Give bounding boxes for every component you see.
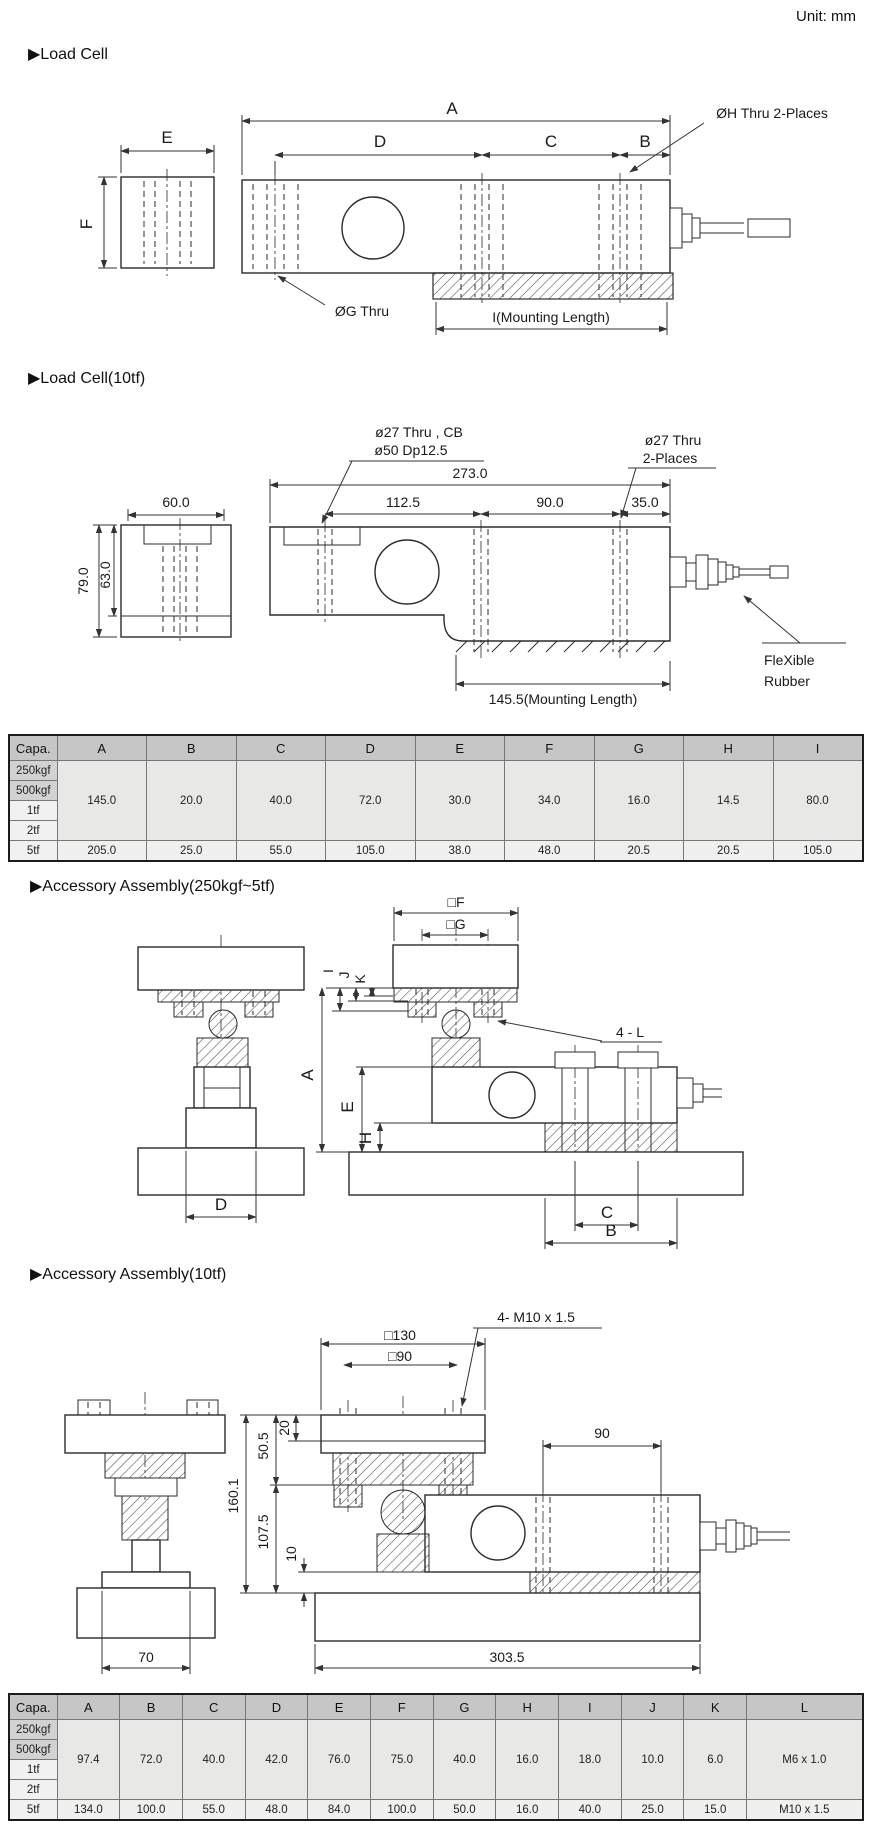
value-cell: 42.0 (245, 1720, 308, 1800)
value-cell: M6 x 1.0 (747, 1720, 863, 1800)
dim-112-label: 112.5 (386, 494, 420, 510)
dim-160-label: 160.1 (225, 1478, 241, 1514)
value-cell: 25.0 (621, 1800, 684, 1821)
dim-d-label-3: D (214, 1195, 228, 1214)
dim-j-label: J (336, 971, 352, 979)
dim-10-label: 10 (283, 1546, 299, 1562)
value-cell: 76.0 (308, 1720, 371, 1800)
assembly-10tf-end-view (65, 1392, 225, 1638)
dim-h-label-3: H (356, 1131, 375, 1145)
dim-303-label: 303.5 (489, 1649, 525, 1665)
column-header: E (308, 1694, 371, 1720)
value-cell: 97.4 (57, 1720, 120, 1800)
column-header: B (120, 1694, 183, 1720)
column-header: Capa. (9, 1694, 57, 1720)
section-title-accessory-10tf: ▶Accessory Assembly(10tf) (30, 1266, 227, 1283)
value-cell: 40.0 (236, 761, 326, 841)
column-header: F (370, 1694, 433, 1720)
value-cell: 40.0 (433, 1720, 496, 1800)
section-title-load-cell-10tf: ▶Load Cell(10tf) (28, 370, 146, 387)
sq130-label: □130 (384, 1327, 416, 1343)
value-cell: 205.0 (57, 841, 147, 862)
dim-50-label: 50.5 (255, 1432, 271, 1460)
value-cell: 48.0 (245, 1800, 308, 1821)
accessory-assembly-250-drawing (0, 895, 870, 1261)
column-header: H (496, 1694, 559, 1720)
mounting-145-label: 145.5(Mounting Length) (488, 691, 638, 707)
column-header: G (594, 735, 684, 761)
bolt-callout-4L: 4 - L (615, 1024, 645, 1040)
section-title-accessory-250: ▶Accessory Assembly(250kgf~5tf) (30, 878, 275, 895)
value-cell: 16.0 (496, 1800, 559, 1821)
end-view-10tf (121, 518, 231, 644)
width-60-label: 60.0 (162, 494, 190, 510)
column-header: C (182, 1694, 245, 1720)
value-cell: M10 x 1.5 (747, 1800, 863, 1821)
value-cell: 16.0 (594, 761, 684, 841)
table-row (9, 841, 863, 862)
sq-f-label: □F (447, 895, 465, 910)
column-header: H (684, 735, 774, 761)
bolt-callout-m10: 4- M10 x 1.5 (497, 1309, 575, 1325)
column-header: A (57, 1694, 120, 1720)
value-cell: 40.0 (559, 1800, 622, 1821)
value-cell: 6.0 (684, 1720, 747, 1800)
column-header: A (57, 735, 147, 761)
table-row (9, 1800, 863, 1821)
assembly-side-view (349, 923, 743, 1195)
dim-a-label-3: A (298, 1069, 317, 1081)
value-cell: 80.0 (773, 761, 863, 841)
dim-a-label: A (446, 99, 458, 118)
value-cell: 15.0 (684, 1800, 747, 1821)
column-header: L (747, 1694, 863, 1720)
value-cell: 55.0 (236, 841, 326, 862)
dim-d-label: D (373, 132, 387, 151)
side-view-10tf (270, 520, 788, 658)
dim-b-label-3: B (605, 1221, 617, 1240)
right-hole-line1: ø27 Thru (644, 432, 702, 448)
column-header: D (326, 735, 416, 761)
value-cell: 40.0 (182, 1720, 245, 1800)
sq90-label: □90 (387, 1348, 413, 1364)
dim-c-label-3: C (600, 1203, 614, 1222)
value-cell: 50.0 (433, 1800, 496, 1821)
row-label: 5tf (9, 841, 57, 862)
column-header: I (773, 735, 863, 761)
value-cell: 30.0 (415, 761, 505, 841)
column-header: F (505, 735, 595, 761)
row-label: 2tf (9, 821, 57, 841)
mounting-label-1: I(Mounting Length) (492, 309, 610, 325)
table-row (9, 761, 863, 781)
value-cell: 34.0 (505, 761, 595, 841)
value-cell: 134.0 (57, 1800, 120, 1821)
cable-connector (670, 208, 790, 248)
dim-c-label: C (544, 132, 558, 151)
value-cell: 25.0 (147, 841, 237, 862)
value-cell: 75.0 (370, 1720, 433, 1800)
dim-k-label: K (352, 974, 368, 984)
flexible-label-line2: Rubber (764, 673, 810, 689)
table-row (9, 1720, 863, 1740)
accessory-dimension-table (8, 1693, 864, 1821)
value-cell: 100.0 (120, 1800, 183, 1821)
mounting-hatch-ticks (456, 641, 665, 652)
section-title-load-cell: ▶Load Cell (28, 46, 108, 63)
end-view (121, 169, 214, 276)
value-cell: 20.5 (594, 841, 684, 862)
right-hole-line2: 2-Places (642, 450, 698, 466)
value-cell: 84.0 (308, 1800, 371, 1821)
value-cell: 145.0 (57, 761, 147, 841)
column-header: E (415, 735, 505, 761)
height-79-label: 79.0 (75, 567, 91, 595)
assembly-end-view (138, 935, 304, 1195)
value-cell: 72.0 (120, 1720, 183, 1800)
value-cell: 55.0 (182, 1800, 245, 1821)
dim-90r-label: 90 (594, 1425, 610, 1441)
column-header: D (245, 1694, 308, 1720)
flexible-rubber-boot (670, 555, 788, 589)
hole-h-label: ØH Thru 2-Places (716, 105, 828, 121)
cb-callout-line1: ø27 Thru , CB (375, 424, 463, 440)
row-label: 2tf (9, 1780, 57, 1800)
sq-g-label: □G (446, 916, 466, 932)
load-cell-drawing (0, 85, 870, 345)
row-label: 1tf (9, 801, 57, 821)
row-label: 1tf (9, 1760, 57, 1780)
column-header: J (621, 1694, 684, 1720)
ground-hatch (433, 273, 673, 299)
dim-90-label: 90.0 (536, 494, 564, 510)
value-cell: 14.5 (684, 761, 774, 841)
cb-callout-line2: ø50 Dp12.5 (374, 442, 448, 458)
row-label: 5tf (9, 1800, 57, 1821)
table-header-row (9, 735, 863, 761)
unit-label: Unit: mm (796, 8, 856, 25)
column-header: G (433, 1694, 496, 1720)
dim-20-label: 20 (276, 1420, 292, 1436)
value-cell: 20.0 (147, 761, 237, 841)
height-63-label: 63.0 (97, 561, 113, 589)
total-273-label: 273.0 (452, 465, 488, 481)
dim-70-label: 70 (138, 1649, 154, 1665)
row-label: 500kgf (9, 781, 57, 801)
value-cell: 100.0 (370, 1800, 433, 1821)
column-header: C (236, 735, 326, 761)
load-cell-10tf-drawing (0, 415, 870, 711)
accessory-assembly-10tf-drawing (0, 1300, 870, 1692)
table-header-row (9, 1694, 863, 1720)
value-cell: 38.0 (415, 841, 505, 862)
flexible-label-line1: FleXible (764, 652, 815, 668)
dim-b-label: B (639, 132, 651, 151)
value-cell: 16.0 (496, 1720, 559, 1800)
column-header: B (147, 735, 237, 761)
load-cell-dimension-table (8, 734, 864, 862)
dim-35-label: 35.0 (631, 494, 659, 510)
row-label: 250kgf (9, 761, 57, 781)
column-header: K (684, 1694, 747, 1720)
row-label: 250kgf (9, 1720, 57, 1740)
value-cell: 72.0 (326, 761, 416, 841)
dim-f-label: F (77, 218, 96, 230)
dim-107-label: 107.5 (255, 1514, 271, 1550)
value-cell: 18.0 (559, 1720, 622, 1800)
row-label: 500kgf (9, 1740, 57, 1760)
value-cell: 20.5 (684, 841, 774, 862)
assembly-10tf-side-view (315, 1396, 790, 1641)
dim-i-label: I (320, 969, 336, 973)
hole-g-label: ØG Thru (334, 303, 390, 319)
value-cell: 105.0 (773, 841, 863, 862)
side-view (242, 173, 790, 303)
dim-e-label-3: E (338, 1101, 357, 1113)
value-cell: 48.0 (505, 841, 595, 862)
value-cell: 105.0 (326, 841, 416, 862)
column-header: I (559, 1694, 622, 1720)
column-header: Capa. (9, 735, 57, 761)
dim-e-label: E (161, 128, 173, 147)
value-cell: 10.0 (621, 1720, 684, 1800)
